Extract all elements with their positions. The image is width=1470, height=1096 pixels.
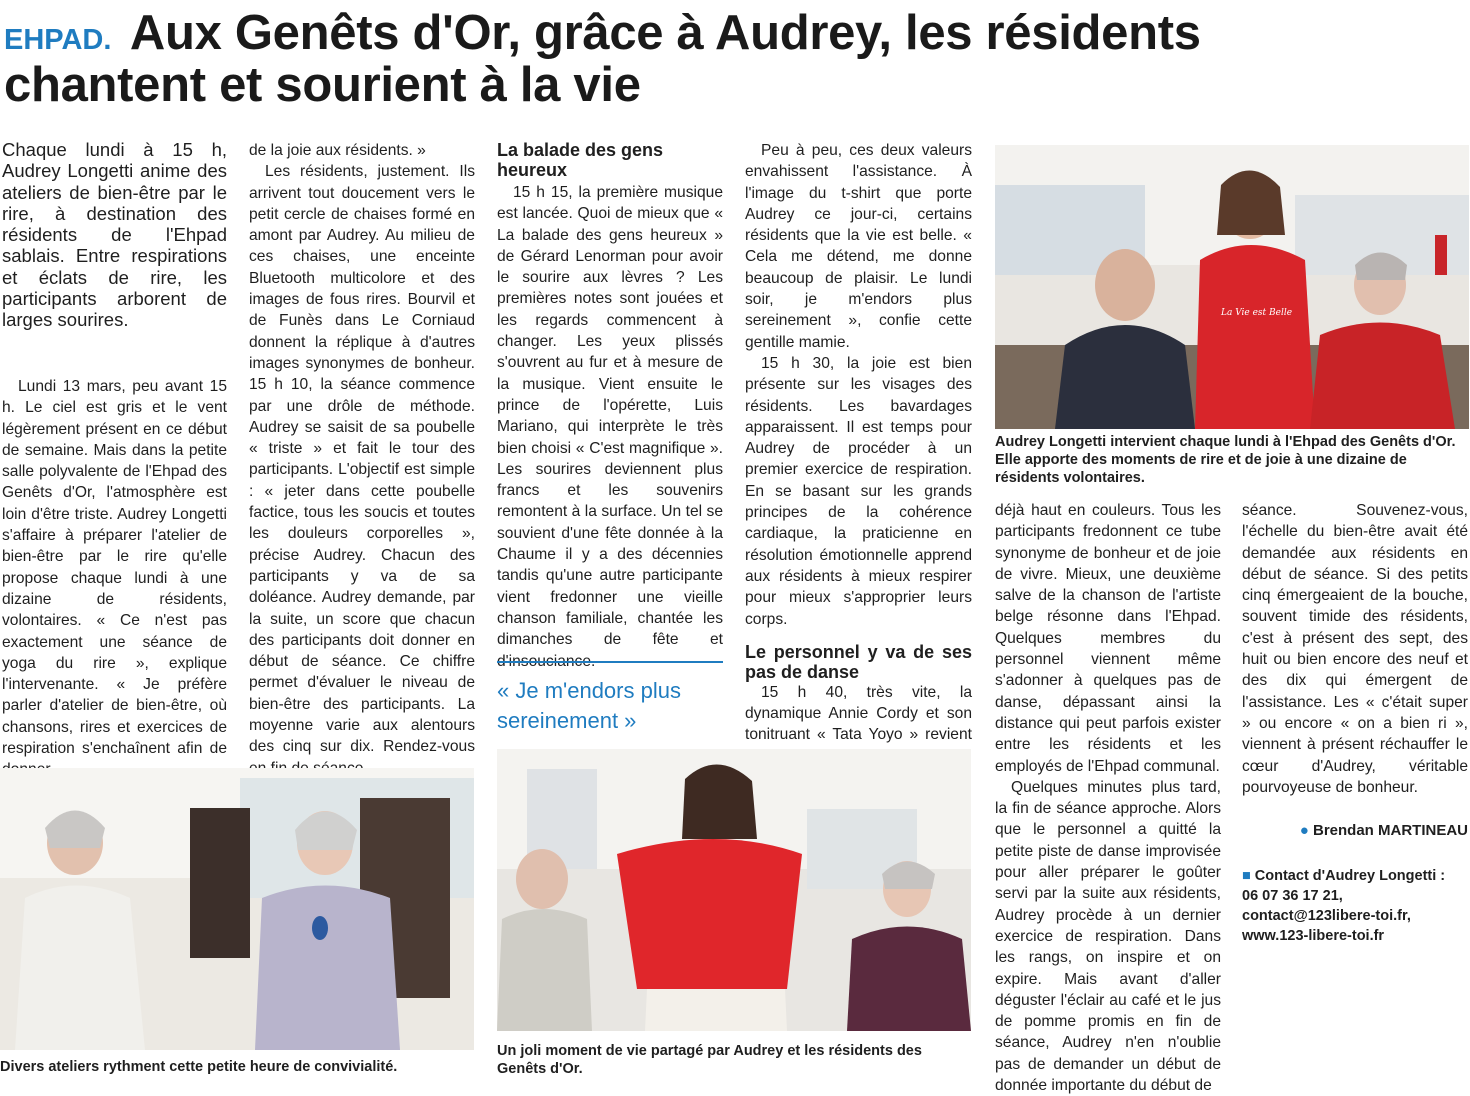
column-6 <box>1242 500 1468 798</box>
paragraph: Les résidents, justement. Ils arrivent tout doucement vers le petit cercle de chaises formé en amont par Audrey. Au milieu de ces chaises, une enceinte Bluetooth multicolore et des images de fous rires. Bourvil et de Funès dans Le Corniaud donnent la réplique à d'autres images synonymes de bonheur. 15 h 10, la séance commence par une drôle de méthode. Audrey se saisit de sa poubelle « triste » et fait le tour des participants. L'objectif est simple : « jeter dans cette poubelle factice, tous les soucis et toutes les douleurs corporelles », précise Audrey. Chacun des participants y va de sa doléance. Audrey demande, par la suite, un score que chacun des participants doit donner en début de séance. Ce chiffre permet d'évaluer le niveau de bien-être des participants. La moyenne varie aux alentours des cinq sur dix. Rendez-vous <box>249 163 475 756</box>
subhead-personnel: Le personnel y va de ses pas de danse <box>745 641 972 682</box>
subhead-balade: La balade des gens heureux <box>497 140 664 180</box>
title-line-2: chantent et sourient à la vie <box>4 58 641 112</box>
column-1 <box>2 376 227 781</box>
pullquote: « Je m'endors plus sereinement » <box>497 678 681 733</box>
paragraph: séance. Souvenez-vous, l'échelle du bien-être avait été demandée aux résidents en début de séance. Si des petits cinq émergeaient de la bouche, souvent timide des résidents, c'est à présent des sept, des huit ou bien encore des neuf et des dix qui émergent de l'assistance. Les « c'était super » ou encore « on a bien ri », viennent à présent réchauffer le cœur d'Audrey, véritable pourvoyeuse de bonheur. <box>1242 502 1468 796</box>
title-line-1: Aux Genêts d'Or, grâce à Audrey, les résidents <box>129 6 1201 60</box>
photo-residents-laughing <box>0 768 474 1050</box>
pullquote-rule <box>497 661 723 663</box>
caption-top-right: Audrey Longetti intervient chaque lundi à l'Ehpad des Genêts d'Or. Elle apporte des moments de rire et de joie à une dizaine de résidents volontaires. <box>995 434 1456 486</box>
author-name: Brendan MARTINEAU <box>1312 822 1468 839</box>
column-2 <box>249 140 475 779</box>
square-bullet-icon: ■ <box>1242 868 1251 884</box>
contact-text: Contact d'Audrey Longetti : 06 07 36 17 21, contact@123libere-toi.fr, www.123-libere-toi.fr <box>1242 868 1446 944</box>
paragraph: Peu à peu, ces deux valeurs envahissent l'assistance. À l'image du t-shirt que porte Audrey ce jour-ci, certains résidents que la vie est belle. « Cela me détend, me donne beaucoup de plaisir. Le lundi soir, je m'endors plus sereinement », confie cette gentille mamie. <box>745 142 972 351</box>
photo-audrey-dancing <box>497 749 971 1031</box>
paragraph: 15 h 30, la joie est bien présente sur les visages des résidents. Les bavardages apparaissent. Il est temps pour Audrey de procéder à un premier exercice de respiration. En se basant sur les grands principes de la cohérence cardiaque, la praticienne en résolution émotionnelle apprend aux résidents à mieux respirer pour mieux s'approprier leurs corps. <box>745 354 972 628</box>
paragraph: de la joie aux résidents. » <box>249 142 426 159</box>
kicker: EHPAD. <box>4 24 112 56</box>
lede: Chaque lundi à 15 h, Audrey Longetti anime des ateliers de bien-être par le rire, à destination des résidents de l'Ehpad sablais. Entre respirations et éclats de rire, les participants arborent de larges sourires. <box>2 139 227 331</box>
column-4 <box>745 140 972 767</box>
paragraph: Lundi 13 mars, peu avant 15 h. Le ciel est gris et le vent légèrement présent en ce début de semaine. Mais dans la petite salle polyvalente de l'Ehpad des Genêts d'Or, l'atmosphère est loin d'être triste. Audrey Longetti s'affaire à préparer l'atelier de bien-être par le rire qu'elle propose chaque lundi à une dizaine de résidents, volontaires. « Ce n'est pas exactement une séance de yoga du rire », explique l'intervenante. « Je préfère parler d'atelier de bien-être, où chansons, rires et exercices de respiration s'enchaînent afin de <box>2 378 227 758</box>
tshirt-text: La Vie est Belle <box>1221 308 1293 318</box>
caption-bottom-left: Divers ateliers rythment cette petite heure de convivialité. <box>0 1059 398 1075</box>
photo-audrey-with-residents <box>995 145 1469 429</box>
paragraph: 15 h 40, très vite, la dynamique Annie Cordy et son tonitruant « Tata Yoyo » revient <box>745 683 972 744</box>
caption-bottom-center: Un joli moment de vie partagé par Audrey et les résidents des Genêts d'Or. <box>497 1043 922 1077</box>
column-3 <box>497 140 723 672</box>
column-5 <box>995 500 1221 1096</box>
headline <box>4 8 1466 110</box>
contact-box <box>1242 866 1452 946</box>
paragraph: Quelques minutes plus tard, la fin de séance approche. Alors que le personnel a quitté la petite piste de danse improvisée pour aller préparer le goûter servi par la suite aux résidents, Audrey procède à un dernier exercice de respiration. Dans les rangs, on inspire et on expire. Mais avant d'aller déguster l'éclair au café et le jus de pomme promis en fin de séance, Audrey n'en n'oublie pas de demander un début de donnée importante du début de <box>995 778 1221 1095</box>
bullet-icon: ● <box>1299 822 1309 839</box>
paragraph: déjà haut en couleurs. Tous les participants fredonnent ce tube synonyme de bonheur et de joie de vivre. Mieux, une deuxième salve de la chanson de l'artiste belge résonne dans l'Ehpad. Quelques membres du personnel viennent même s'adonner à quelques pas de danse, dépassant ainsi la distance qui peut parfois exister entre les résidents et les employés de l'Ehpad communal. <box>995 502 1221 775</box>
paragraph: 15 h 15, la première musique est lancée. Quoi de mieux que « La balade des gens heureux » de Gérard Lenorman pour avoir le sourire aux lèvres ? Les premières notes sont jouées et les regards commencent à changer. Les yeux plissés s'ouvrent au fur et à mesure de la musique. Vient ensuite le prince de l'opérette, Luis Mariano, qui interprète le très bien choisi « C'est magnifique ». Les sourires deviennent plus francs et les souvenirs remontent à la surface. Un tel se souvient d'une fête donnée à la Chaume il y a des décennies tandis qu'une autre participante vient fredonner une vieille chanson familiale, chantée les dimanches de fête et d'insouciance. <box>497 184 723 670</box>
author-signature <box>1242 822 1468 839</box>
